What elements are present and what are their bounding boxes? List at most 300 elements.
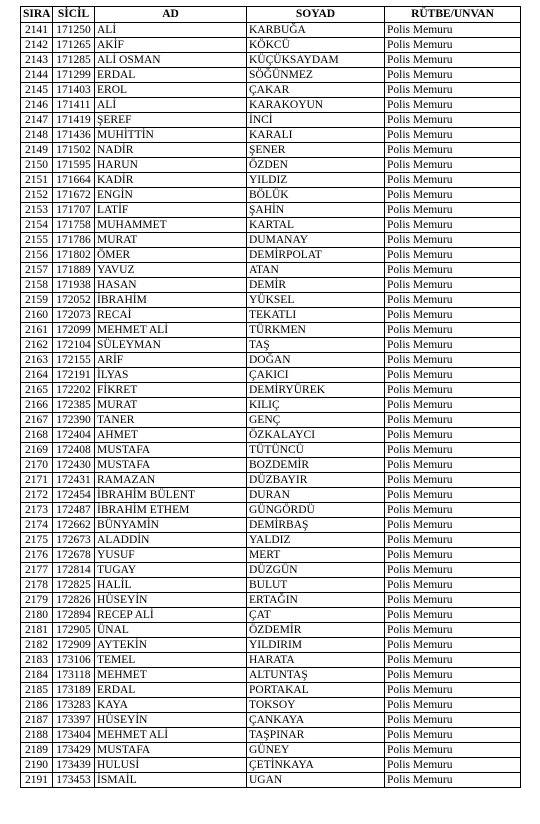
cell-sicil: 171938: [53, 278, 95, 293]
cell-ad: BÜNYAMİN: [95, 518, 247, 533]
table-row: [21, 608, 521, 623]
cell-rutbe-unvan: Polis Memuru: [385, 578, 521, 593]
cell-ad: MUHİTTİN: [95, 128, 247, 143]
table-row: [21, 203, 521, 218]
cell-rutbe-unvan: Polis Memuru: [385, 608, 521, 623]
cell-sicil: 172404: [53, 428, 95, 443]
cell-sicil: 173404: [53, 728, 95, 743]
cell-soyad: DEMİRPOLAT: [247, 248, 385, 263]
cell-sira: 2167: [21, 413, 53, 428]
cell-sira: 2185: [21, 683, 53, 698]
cell-sira: 2181: [21, 623, 53, 638]
cell-sira: 2155: [21, 233, 53, 248]
cell-sicil: 171786: [53, 233, 95, 248]
table-row: [21, 38, 521, 53]
table-row: [21, 23, 521, 38]
cell-ad: ARİF: [95, 353, 247, 368]
cell-soyad: DUMANAY: [247, 233, 385, 248]
cell-sira: 2182: [21, 638, 53, 653]
cell-ad: MUSTAFA: [95, 743, 247, 758]
cell-sicil: 172430: [53, 458, 95, 473]
cell-ad: HÜSEYİN: [95, 593, 247, 608]
cell-ad: MURAT: [95, 398, 247, 413]
cell-ad: MUHAMMET: [95, 218, 247, 233]
cell-sira: 2164: [21, 368, 53, 383]
cell-sicil: 172408: [53, 443, 95, 458]
cell-ad: MUSTAFA: [95, 458, 247, 473]
cell-soyad: HARATA: [247, 653, 385, 668]
cell-soyad: BULUT: [247, 578, 385, 593]
cell-ad: TUGAY: [95, 563, 247, 578]
cell-sicil: 172104: [53, 338, 95, 353]
cell-ad: MEHMET ALİ: [95, 323, 247, 338]
cell-sicil: 173439: [53, 758, 95, 773]
cell-soyad: GÜNEY: [247, 743, 385, 758]
table-row: [21, 428, 521, 443]
cell-soyad: ÇETİNKAYA: [247, 758, 385, 773]
cell-sira: 2153: [21, 203, 53, 218]
cell-rutbe-unvan: Polis Memuru: [385, 503, 521, 518]
cell-sira: 2177: [21, 563, 53, 578]
table-row: [21, 113, 521, 128]
cell-rutbe-unvan: Polis Memuru: [385, 398, 521, 413]
cell-soyad: İNCİ: [247, 113, 385, 128]
cell-sira: 2141: [21, 23, 53, 38]
table-row: [21, 173, 521, 188]
table-row: [21, 653, 521, 668]
cell-rutbe-unvan: Polis Memuru: [385, 173, 521, 188]
table-row: [21, 143, 521, 158]
cell-soyad: PORTAKAL: [247, 683, 385, 698]
cell-sira: 2150: [21, 158, 53, 173]
cell-ad: İBRAHİM: [95, 293, 247, 308]
cell-rutbe-unvan: Polis Memuru: [385, 758, 521, 773]
cell-soyad: KARTAL: [247, 218, 385, 233]
cell-sira: 2178: [21, 578, 53, 593]
table-row: [21, 458, 521, 473]
cell-ad: ŞEREF: [95, 113, 247, 128]
table-row: [21, 413, 521, 428]
cell-rutbe-unvan: Polis Memuru: [385, 353, 521, 368]
cell-rutbe-unvan: Polis Memuru: [385, 428, 521, 443]
cell-ad: NADİR: [95, 143, 247, 158]
cell-rutbe-unvan: Polis Memuru: [385, 368, 521, 383]
cell-sicil: 172487: [53, 503, 95, 518]
table-row: [21, 473, 521, 488]
table-row: [21, 218, 521, 233]
cell-sicil: 172052: [53, 293, 95, 308]
cell-rutbe-unvan: Polis Memuru: [385, 113, 521, 128]
cell-rutbe-unvan: Polis Memuru: [385, 203, 521, 218]
cell-rutbe-unvan: Polis Memuru: [385, 293, 521, 308]
cell-soyad: TAŞ: [247, 338, 385, 353]
cell-sira: 2160: [21, 308, 53, 323]
cell-soyad: ÖZKALAYCI: [247, 428, 385, 443]
table-row: [21, 683, 521, 698]
cell-sira: 2188: [21, 728, 53, 743]
cell-sicil: 172099: [53, 323, 95, 338]
table-header-row: [21, 7, 521, 23]
table-row: [21, 773, 521, 788]
cell-rutbe-unvan: Polis Memuru: [385, 338, 521, 353]
cell-soyad: KARBUĞA: [247, 23, 385, 38]
cell-sicil: 173429: [53, 743, 95, 758]
table-row: [21, 383, 521, 398]
cell-soyad: DÜZGÜN: [247, 563, 385, 578]
table-row: [21, 233, 521, 248]
cell-soyad: DEMİR: [247, 278, 385, 293]
table-row: [21, 638, 521, 653]
cell-ad: MUSTAFA: [95, 443, 247, 458]
cell-sira: 2152: [21, 188, 53, 203]
cell-rutbe-unvan: Polis Memuru: [385, 743, 521, 758]
cell-soyad: TOKSOY: [247, 698, 385, 713]
cell-soyad: DEMİRBAŞ: [247, 518, 385, 533]
cell-soyad: ÇAT: [247, 608, 385, 623]
cell-sira: 2175: [21, 533, 53, 548]
table-row: [21, 68, 521, 83]
cell-ad: HALİL: [95, 578, 247, 593]
cell-ad: İBRAHİM BÜLENT: [95, 488, 247, 503]
cell-sira: 2161: [21, 323, 53, 338]
table-row: [21, 563, 521, 578]
cell-sicil: 173283: [53, 698, 95, 713]
cell-rutbe-unvan: Polis Memuru: [385, 278, 521, 293]
cell-soyad: BÖLÜK: [247, 188, 385, 203]
cell-ad: ENGİN: [95, 188, 247, 203]
cell-soyad: SÖĞÜNMEZ: [247, 68, 385, 83]
cell-sira: 2179: [21, 593, 53, 608]
table-row: [21, 278, 521, 293]
table-row: [21, 368, 521, 383]
cell-soyad: KARALI: [247, 128, 385, 143]
table-row: [21, 353, 521, 368]
cell-sira: 2158: [21, 278, 53, 293]
cell-sicil: 172814: [53, 563, 95, 578]
cell-sicil: 172905: [53, 623, 95, 638]
cell-rutbe-unvan: Polis Memuru: [385, 473, 521, 488]
cell-sira: 2166: [21, 398, 53, 413]
cell-sicil: 173189: [53, 683, 95, 698]
cell-soyad: ŞENER: [247, 143, 385, 158]
cell-sicil: 172909: [53, 638, 95, 653]
cell-sicil: 171595: [53, 158, 95, 173]
cell-ad: RECAİ: [95, 308, 247, 323]
cell-sicil: 171403: [53, 83, 95, 98]
table-row: [21, 53, 521, 68]
cell-ad: KAYA: [95, 698, 247, 713]
cell-ad: İLYAS: [95, 368, 247, 383]
cell-ad: RECEP ALİ: [95, 608, 247, 623]
cell-sicil: 171502: [53, 143, 95, 158]
cell-rutbe-unvan: Polis Memuru: [385, 383, 521, 398]
cell-sicil: 172073: [53, 308, 95, 323]
cell-rutbe-unvan: Polis Memuru: [385, 638, 521, 653]
cell-sicil: 171889: [53, 263, 95, 278]
cell-sicil: 173397: [53, 713, 95, 728]
cell-sicil: 172454: [53, 488, 95, 503]
cell-ad: YUSUF: [95, 548, 247, 563]
cell-sicil: 172155: [53, 353, 95, 368]
table-row: [21, 128, 521, 143]
cell-rutbe-unvan: Polis Memuru: [385, 68, 521, 83]
cell-sira: 2159: [21, 293, 53, 308]
header-rutbe-unvan: RÜTBE/UNVAN: [385, 7, 521, 23]
table-row: [21, 323, 521, 338]
cell-ad: AKİF: [95, 38, 247, 53]
cell-soyad: ERTAĞIN: [247, 593, 385, 608]
header-sira: SIRA: [21, 7, 53, 23]
cell-sira: 2157: [21, 263, 53, 278]
cell-sira: 2146: [21, 98, 53, 113]
cell-soyad: TEKATLI: [247, 308, 385, 323]
cell-rutbe-unvan: Polis Memuru: [385, 323, 521, 338]
cell-sira: 2189: [21, 743, 53, 758]
table-row: [21, 338, 521, 353]
cell-sira: 2187: [21, 713, 53, 728]
cell-sicil: 171802: [53, 248, 95, 263]
cell-sira: 2151: [21, 173, 53, 188]
table-body: [21, 23, 521, 788]
header-sicil: SİCİL: [53, 7, 95, 23]
cell-rutbe-unvan: Polis Memuru: [385, 98, 521, 113]
cell-rutbe-unvan: Polis Memuru: [385, 593, 521, 608]
cell-sira: 2176: [21, 548, 53, 563]
cell-sicil: 172431: [53, 473, 95, 488]
table-row: [21, 548, 521, 563]
table-row: [21, 533, 521, 548]
cell-soyad: UGAN: [247, 773, 385, 788]
table-row: [21, 698, 521, 713]
cell-sicil: 172825: [53, 578, 95, 593]
table-row: [21, 518, 521, 533]
cell-sira: 2170: [21, 458, 53, 473]
table-row: [21, 503, 521, 518]
cell-sira: 2169: [21, 443, 53, 458]
cell-rutbe-unvan: Polis Memuru: [385, 233, 521, 248]
cell-ad: MURAT: [95, 233, 247, 248]
cell-rutbe-unvan: Polis Memuru: [385, 23, 521, 38]
cell-rutbe-unvan: Polis Memuru: [385, 533, 521, 548]
table-row: [21, 188, 521, 203]
cell-ad: ERDAL: [95, 68, 247, 83]
cell-soyad: ÖZDEN: [247, 158, 385, 173]
cell-sira: 2142: [21, 38, 53, 53]
cell-sicil: 171436: [53, 128, 95, 143]
cell-soyad: YALDIZ: [247, 533, 385, 548]
cell-sicil: 172678: [53, 548, 95, 563]
table-row: [21, 398, 521, 413]
cell-soyad: KÜÇÜKSAYDAM: [247, 53, 385, 68]
cell-rutbe-unvan: Polis Memuru: [385, 443, 521, 458]
document-page: [20, 6, 520, 788]
cell-rutbe-unvan: Polis Memuru: [385, 308, 521, 323]
cell-sicil: 172673: [53, 533, 95, 548]
cell-ad: AYTEKİN: [95, 638, 247, 653]
cell-sira: 2184: [21, 668, 53, 683]
cell-sicil: 172385: [53, 398, 95, 413]
cell-soyad: ÖZDEMİR: [247, 623, 385, 638]
cell-sicil: 171411: [53, 98, 95, 113]
table-row: [21, 98, 521, 113]
cell-ad: ÖMER: [95, 248, 247, 263]
table-row: [21, 263, 521, 278]
cell-ad: FİKRET: [95, 383, 247, 398]
cell-ad: EROL: [95, 83, 247, 98]
cell-rutbe-unvan: Polis Memuru: [385, 158, 521, 173]
cell-rutbe-unvan: Polis Memuru: [385, 773, 521, 788]
header-soyad: SOYAD: [247, 7, 385, 23]
cell-soyad: BOZDEMİR: [247, 458, 385, 473]
cell-sira: 2191: [21, 773, 53, 788]
cell-sicil: 173106: [53, 653, 95, 668]
cell-soyad: YÜKSEL: [247, 293, 385, 308]
table-row: [21, 758, 521, 773]
cell-sira: 2183: [21, 653, 53, 668]
cell-soyad: KARAKOYUN: [247, 98, 385, 113]
cell-soyad: GÜNGÖRDÜ: [247, 503, 385, 518]
cell-sira: 2143: [21, 53, 53, 68]
cell-rutbe-unvan: Polis Memuru: [385, 713, 521, 728]
cell-sira: 2149: [21, 143, 53, 158]
cell-soyad: DURAN: [247, 488, 385, 503]
cell-sira: 2145: [21, 83, 53, 98]
cell-sira: 2174: [21, 518, 53, 533]
cell-ad: ALADDİN: [95, 533, 247, 548]
cell-sicil: 171250: [53, 23, 95, 38]
table-row: [21, 713, 521, 728]
table-row: [21, 578, 521, 593]
cell-rutbe-unvan: Polis Memuru: [385, 83, 521, 98]
cell-rutbe-unvan: Polis Memuru: [385, 683, 521, 698]
cell-soyad: DÜZBAYIR: [247, 473, 385, 488]
cell-ad: MEHMET ALİ: [95, 728, 247, 743]
cell-ad: ALİ OSMAN: [95, 53, 247, 68]
cell-sira: 2190: [21, 758, 53, 773]
table-row: [21, 83, 521, 98]
cell-rutbe-unvan: Polis Memuru: [385, 218, 521, 233]
cell-sicil: 172826: [53, 593, 95, 608]
cell-soyad: TÜRKMEN: [247, 323, 385, 338]
table-row: [21, 443, 521, 458]
cell-rutbe-unvan: Polis Memuru: [385, 458, 521, 473]
table-row: [21, 668, 521, 683]
cell-soyad: KÖKCÜ: [247, 38, 385, 53]
cell-sicil: 172390: [53, 413, 95, 428]
cell-soyad: ATAN: [247, 263, 385, 278]
cell-sicil: 172191: [53, 368, 95, 383]
cell-sira: 2148: [21, 128, 53, 143]
cell-sira: 2186: [21, 698, 53, 713]
cell-sicil: 171265: [53, 38, 95, 53]
cell-sira: 2163: [21, 353, 53, 368]
cell-sicil: 171285: [53, 53, 95, 68]
cell-sicil: 172662: [53, 518, 95, 533]
cell-sira: 2156: [21, 248, 53, 263]
header-ad: AD: [95, 7, 247, 23]
cell-sira: 2172: [21, 488, 53, 503]
cell-ad: MEHMET: [95, 668, 247, 683]
cell-sicil: 171299: [53, 68, 95, 83]
cell-rutbe-unvan: Polis Memuru: [385, 698, 521, 713]
cell-sicil: 172202: [53, 383, 95, 398]
cell-soyad: YILDIZ: [247, 173, 385, 188]
table-row: [21, 728, 521, 743]
cell-soyad: DEMİRYÜREK: [247, 383, 385, 398]
cell-sira: 2173: [21, 503, 53, 518]
table-row: [21, 308, 521, 323]
cell-sicil: 171758: [53, 218, 95, 233]
cell-ad: HULUSİ: [95, 758, 247, 773]
cell-rutbe-unvan: Polis Memuru: [385, 488, 521, 503]
cell-soyad: KILIÇ: [247, 398, 385, 413]
cell-sira: 2180: [21, 608, 53, 623]
table-row: [21, 743, 521, 758]
cell-soyad: DOĞAN: [247, 353, 385, 368]
cell-ad: TEMEL: [95, 653, 247, 668]
cell-rutbe-unvan: Polis Memuru: [385, 653, 521, 668]
cell-rutbe-unvan: Polis Memuru: [385, 563, 521, 578]
cell-soyad: ŞAHİN: [247, 203, 385, 218]
cell-rutbe-unvan: Polis Memuru: [385, 53, 521, 68]
table-row: [21, 593, 521, 608]
cell-ad: AHMET: [95, 428, 247, 443]
table-row: [21, 248, 521, 263]
table-row: [21, 623, 521, 638]
cell-ad: ALİ: [95, 98, 247, 113]
cell-sicil: 172894: [53, 608, 95, 623]
cell-rutbe-unvan: Polis Memuru: [385, 668, 521, 683]
cell-rutbe-unvan: Polis Memuru: [385, 248, 521, 263]
cell-ad: HARUN: [95, 158, 247, 173]
cell-sicil: 173453: [53, 773, 95, 788]
cell-soyad: ÇANKAYA: [247, 713, 385, 728]
cell-soyad: ÇAKAR: [247, 83, 385, 98]
cell-sira: 2147: [21, 113, 53, 128]
cell-ad: KADİR: [95, 173, 247, 188]
cell-sicil: 171419: [53, 113, 95, 128]
cell-sira: 2144: [21, 68, 53, 83]
cell-soyad: MERT: [247, 548, 385, 563]
cell-sira: 2168: [21, 428, 53, 443]
cell-ad: YAVUZ: [95, 263, 247, 278]
table-row: [21, 293, 521, 308]
cell-ad: SÜLEYMAN: [95, 338, 247, 353]
cell-sira: 2165: [21, 383, 53, 398]
cell-rutbe-unvan: Polis Memuru: [385, 548, 521, 563]
table-row: [21, 488, 521, 503]
personnel-table: [20, 6, 521, 788]
cell-sicil: 171707: [53, 203, 95, 218]
cell-sicil: 173118: [53, 668, 95, 683]
cell-sicil: 171672: [53, 188, 95, 203]
cell-rutbe-unvan: Polis Memuru: [385, 38, 521, 53]
cell-rutbe-unvan: Polis Memuru: [385, 413, 521, 428]
cell-soyad: TÜTÜNCÜ: [247, 443, 385, 458]
cell-ad: ÜNAL: [95, 623, 247, 638]
cell-ad: İBRAHİM ETHEM: [95, 503, 247, 518]
table-row: [21, 158, 521, 173]
cell-soyad: ÇAKICI: [247, 368, 385, 383]
cell-ad: ERDAL: [95, 683, 247, 698]
cell-rutbe-unvan: Polis Memuru: [385, 263, 521, 278]
cell-ad: İSMAİL: [95, 773, 247, 788]
cell-soyad: YILDIRIM: [247, 638, 385, 653]
cell-rutbe-unvan: Polis Memuru: [385, 623, 521, 638]
cell-soyad: GENÇ: [247, 413, 385, 428]
cell-sira: 2154: [21, 218, 53, 233]
cell-rutbe-unvan: Polis Memuru: [385, 518, 521, 533]
